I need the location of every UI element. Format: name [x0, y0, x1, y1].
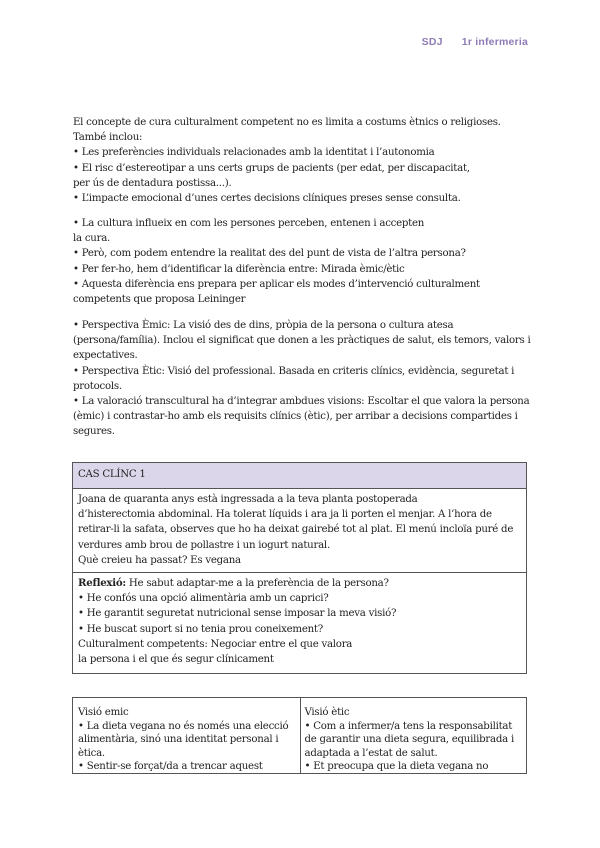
text-line: Què creieu ha passat? Es vegana — [78, 554, 241, 566]
text-line: Culturalment competents: Negociar entre el que valora — [78, 638, 353, 650]
text-line: protocols. — [73, 380, 122, 392]
case-title: CAS CLÍNC 1 — [73, 463, 526, 489]
text-line: • La dieta vegana no és només una elecció — [78, 720, 289, 732]
text-line: adaptada a l’estat de salut. — [304, 747, 438, 759]
perspectives-paragraph — [73, 318, 531, 440]
text-line: • He confós una opció alimentària amb un caprici? — [78, 593, 329, 605]
text-line: de garantir una dieta segura, equilibrada i — [304, 734, 514, 745]
reflection-label: Reflexió: — [78, 577, 126, 590]
text-line: d’histerectomia abdominal. Ha tolerat líquids i ara ja li porten el menjar. A l’hora de — [78, 509, 492, 521]
text-line: Joana de quaranta anys està ingressada a la teva planta postoperada — [78, 494, 418, 505]
text-line: • He garantit seguretat nutricional sense imposar la meva visió? — [78, 608, 397, 620]
text-line: retirar-li la safata, observes que ho ha deixat gairebé tot al plat. El menú incloïa puré de — [78, 524, 514, 536]
text-line: • Perspectiva Èmic: La visió des de dins, pròpia de la persona o cultura atesa — [73, 320, 454, 331]
text-line: per ús de dentadura postissa...). — [73, 177, 232, 189]
text-line: competents que proposa Leininger — [73, 294, 246, 306]
text-line: • Però, com podem entendre la realitat des del punt de vista de l’altra persona? — [73, 248, 466, 260]
text-line: • El risc d’estereotipar a uns certs grups de pacients (per edat, per discapacitat, — [73, 162, 470, 174]
text-line: També inclou: — [73, 132, 143, 144]
text-line: expectatives. — [73, 350, 138, 362]
text-line: • L’impacte emocional d’unes certes decisions clíniques preses sense consulta. — [73, 193, 461, 205]
text-line: ètica. — [78, 747, 105, 759]
culture-paragraph — [73, 216, 531, 307]
text-line: (èmic) i contrastar-ho amb els requisits clínics (ètic), per arribar a decisions compartides i — [73, 411, 518, 423]
text-line: • La cultura influeix en com les persones perceben, entenen i accepten — [73, 218, 425, 229]
text-line: • Perspectiva Ètic: Visió del professional. Basada en criteris clínics, evidència, seguretat i — [73, 365, 515, 377]
page-header — [422, 36, 528, 48]
text-line: la cura. — [73, 233, 111, 245]
emic-column — [73, 698, 300, 773]
text-line: • Aquesta diferència ens prepara per aplicar els modes d’intervenció culturalment — [73, 278, 480, 290]
etic-title: Visió ètic — [304, 707, 350, 718]
text-line: segures. — [73, 426, 115, 438]
case-description — [73, 489, 526, 573]
reflection-line — [78, 576, 521, 591]
text-line: • La valoració transcultural ha d’integrar ambdues visions: Escoltar el que valora la persona — [73, 396, 530, 408]
reflection-question: He sabut adaptar-me a la preferència de la persona? — [125, 578, 389, 590]
intro-paragraph — [73, 115, 531, 206]
emic-title: Visió emic — [78, 707, 129, 718]
text-line: El concepte de cura culturalment competent no es limita a costums ètnics o religioses. — [73, 117, 501, 128]
etic-column — [300, 698, 527, 773]
clinical-case-table — [72, 462, 527, 674]
text-line: • Et preocupa que la dieta vegana no — [304, 761, 489, 772]
text-line: verdures amb brou de pollastre i un iogurt natural. — [78, 539, 330, 551]
header-subject: 1r infermeria — [461, 36, 528, 48]
text-line: • Les preferències individuals relacionades amb la identitat i l’autonomia — [73, 147, 435, 159]
text-line: la persona i el que és segur clínicament — [78, 654, 274, 666]
text-line: • Per fer-ho, hem d’identificar la diferència entre: Mirada èmic/ètic — [73, 263, 405, 275]
case-reflection — [73, 573, 526, 673]
text-line: • Sentir-se forçat/da a trencar aquest — [78, 761, 263, 772]
text-line: alimentària, sinó una identitat personal i — [78, 734, 279, 745]
text-line: (persona/família). Inclou el significat que donen a les pràctiques de salut, els temors, valors i — [73, 335, 531, 347]
text-line: • He buscat suport si no tenia prou coneixement? — [78, 623, 323, 635]
text-line: • Com a infermer/a tens la responsabilitat — [304, 720, 513, 732]
emic-etic-table — [72, 697, 527, 774]
header-course: SDJ — [421, 36, 443, 48]
